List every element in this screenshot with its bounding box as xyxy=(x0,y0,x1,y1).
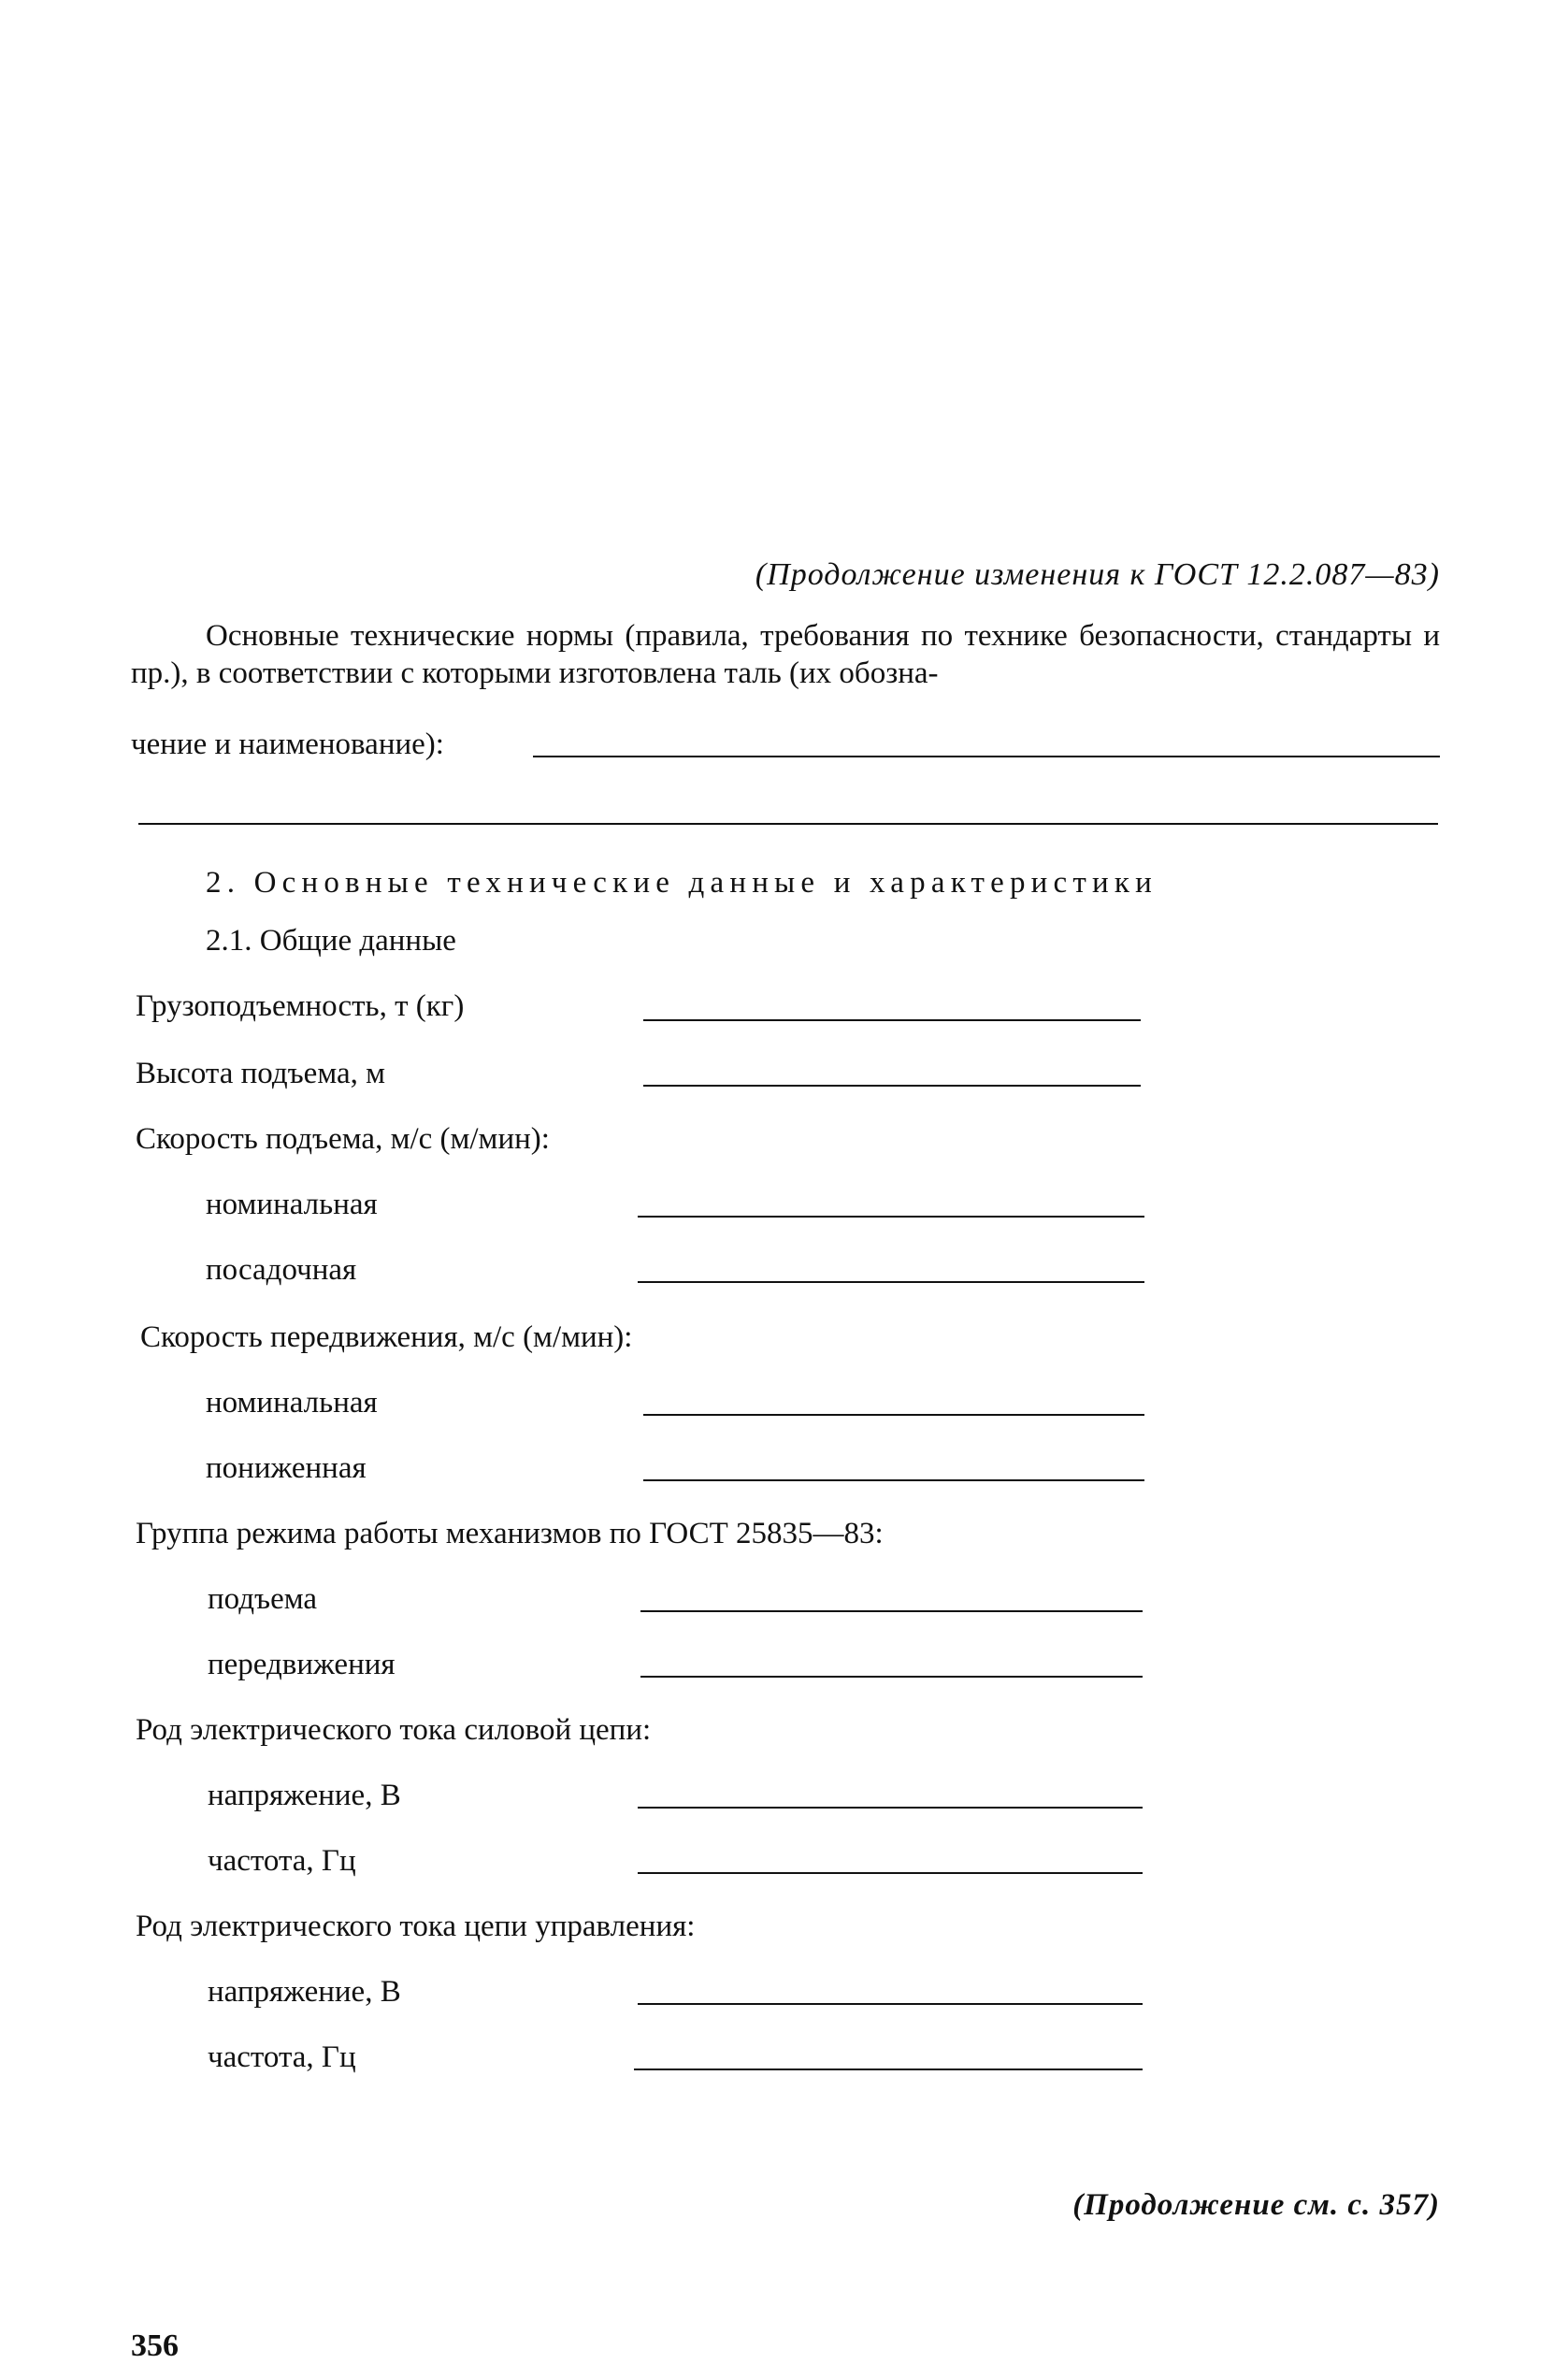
power-current-label: Род электрического тока силовой цепи: xyxy=(136,1713,652,1747)
lift-speed-nominal-label: номинальная xyxy=(206,1188,378,1221)
lift-height-blank-line xyxy=(643,1085,1141,1087)
power-frequency-label: частота, Гц xyxy=(208,1844,356,1878)
control-current-label: Род электрического тока цепи управления: xyxy=(136,1910,696,1943)
travel-speed-nominal-label: номинальная xyxy=(206,1386,378,1420)
capacity-label: Грузоподъемность, т (кг) xyxy=(136,989,465,1023)
travel-speed-reduced-label: пониженная xyxy=(206,1451,367,1485)
control-frequency-blank-line xyxy=(634,2068,1143,2070)
duty-group-travel-blank-line xyxy=(640,1676,1143,1678)
control-voltage-blank-line xyxy=(638,2003,1143,2005)
travel-speed-nominal-blank-line xyxy=(643,1414,1144,1416)
norms-blank-line-2 xyxy=(138,823,1438,825)
page-number: 356 xyxy=(131,2328,179,2363)
section-subtitle: 2.1. Общие данные xyxy=(206,924,456,958)
duty-group-lift-blank-line xyxy=(640,1610,1143,1612)
norms-label: чение и наименование): xyxy=(131,728,444,761)
duty-group-lift-label: подъема xyxy=(208,1582,318,1616)
capacity-blank-line xyxy=(643,1019,1141,1021)
control-voltage-label: напряжение, В xyxy=(208,1975,401,2009)
intro-paragraph: Основные технические нормы (правила, требования по технике безопасности, стандарты и пр.), в соответствии с которыми изготовлена таль (их обозна- xyxy=(131,619,1440,690)
power-frequency-blank-line xyxy=(638,1872,1143,1874)
control-frequency-label: частота, Гц xyxy=(208,2040,356,2074)
duty-group-travel-label: передвижения xyxy=(208,1648,396,1681)
lift-speed-nominal-blank-line xyxy=(638,1216,1144,1218)
section-title: 2. Основные технические данные и характеристики xyxy=(206,866,1158,900)
continuation-footer: (Продолжение см. с. 357) xyxy=(1072,2188,1440,2222)
power-voltage-blank-line xyxy=(638,1807,1143,1809)
lift-speed-landing-blank-line xyxy=(638,1281,1144,1283)
lift-height-label: Высота подъема, м xyxy=(136,1057,386,1090)
duty-group-label: Группа режима работы механизмов по ГОСТ 25835—83: xyxy=(136,1517,884,1550)
travel-speed-label: Скорость передвижения, м/с (м/мин): xyxy=(140,1320,633,1354)
continuation-header: (Продолжение изменения к ГОСТ 12.2.087—83) xyxy=(755,557,1440,592)
norms-blank-line-1 xyxy=(533,756,1440,757)
lift-speed-label: Скорость подъема, м/с (м/мин): xyxy=(136,1122,550,1156)
power-voltage-label: напряжение, В xyxy=(208,1779,401,1812)
travel-speed-reduced-blank-line xyxy=(643,1479,1144,1481)
lift-speed-landing-label: посадочная xyxy=(206,1253,357,1287)
